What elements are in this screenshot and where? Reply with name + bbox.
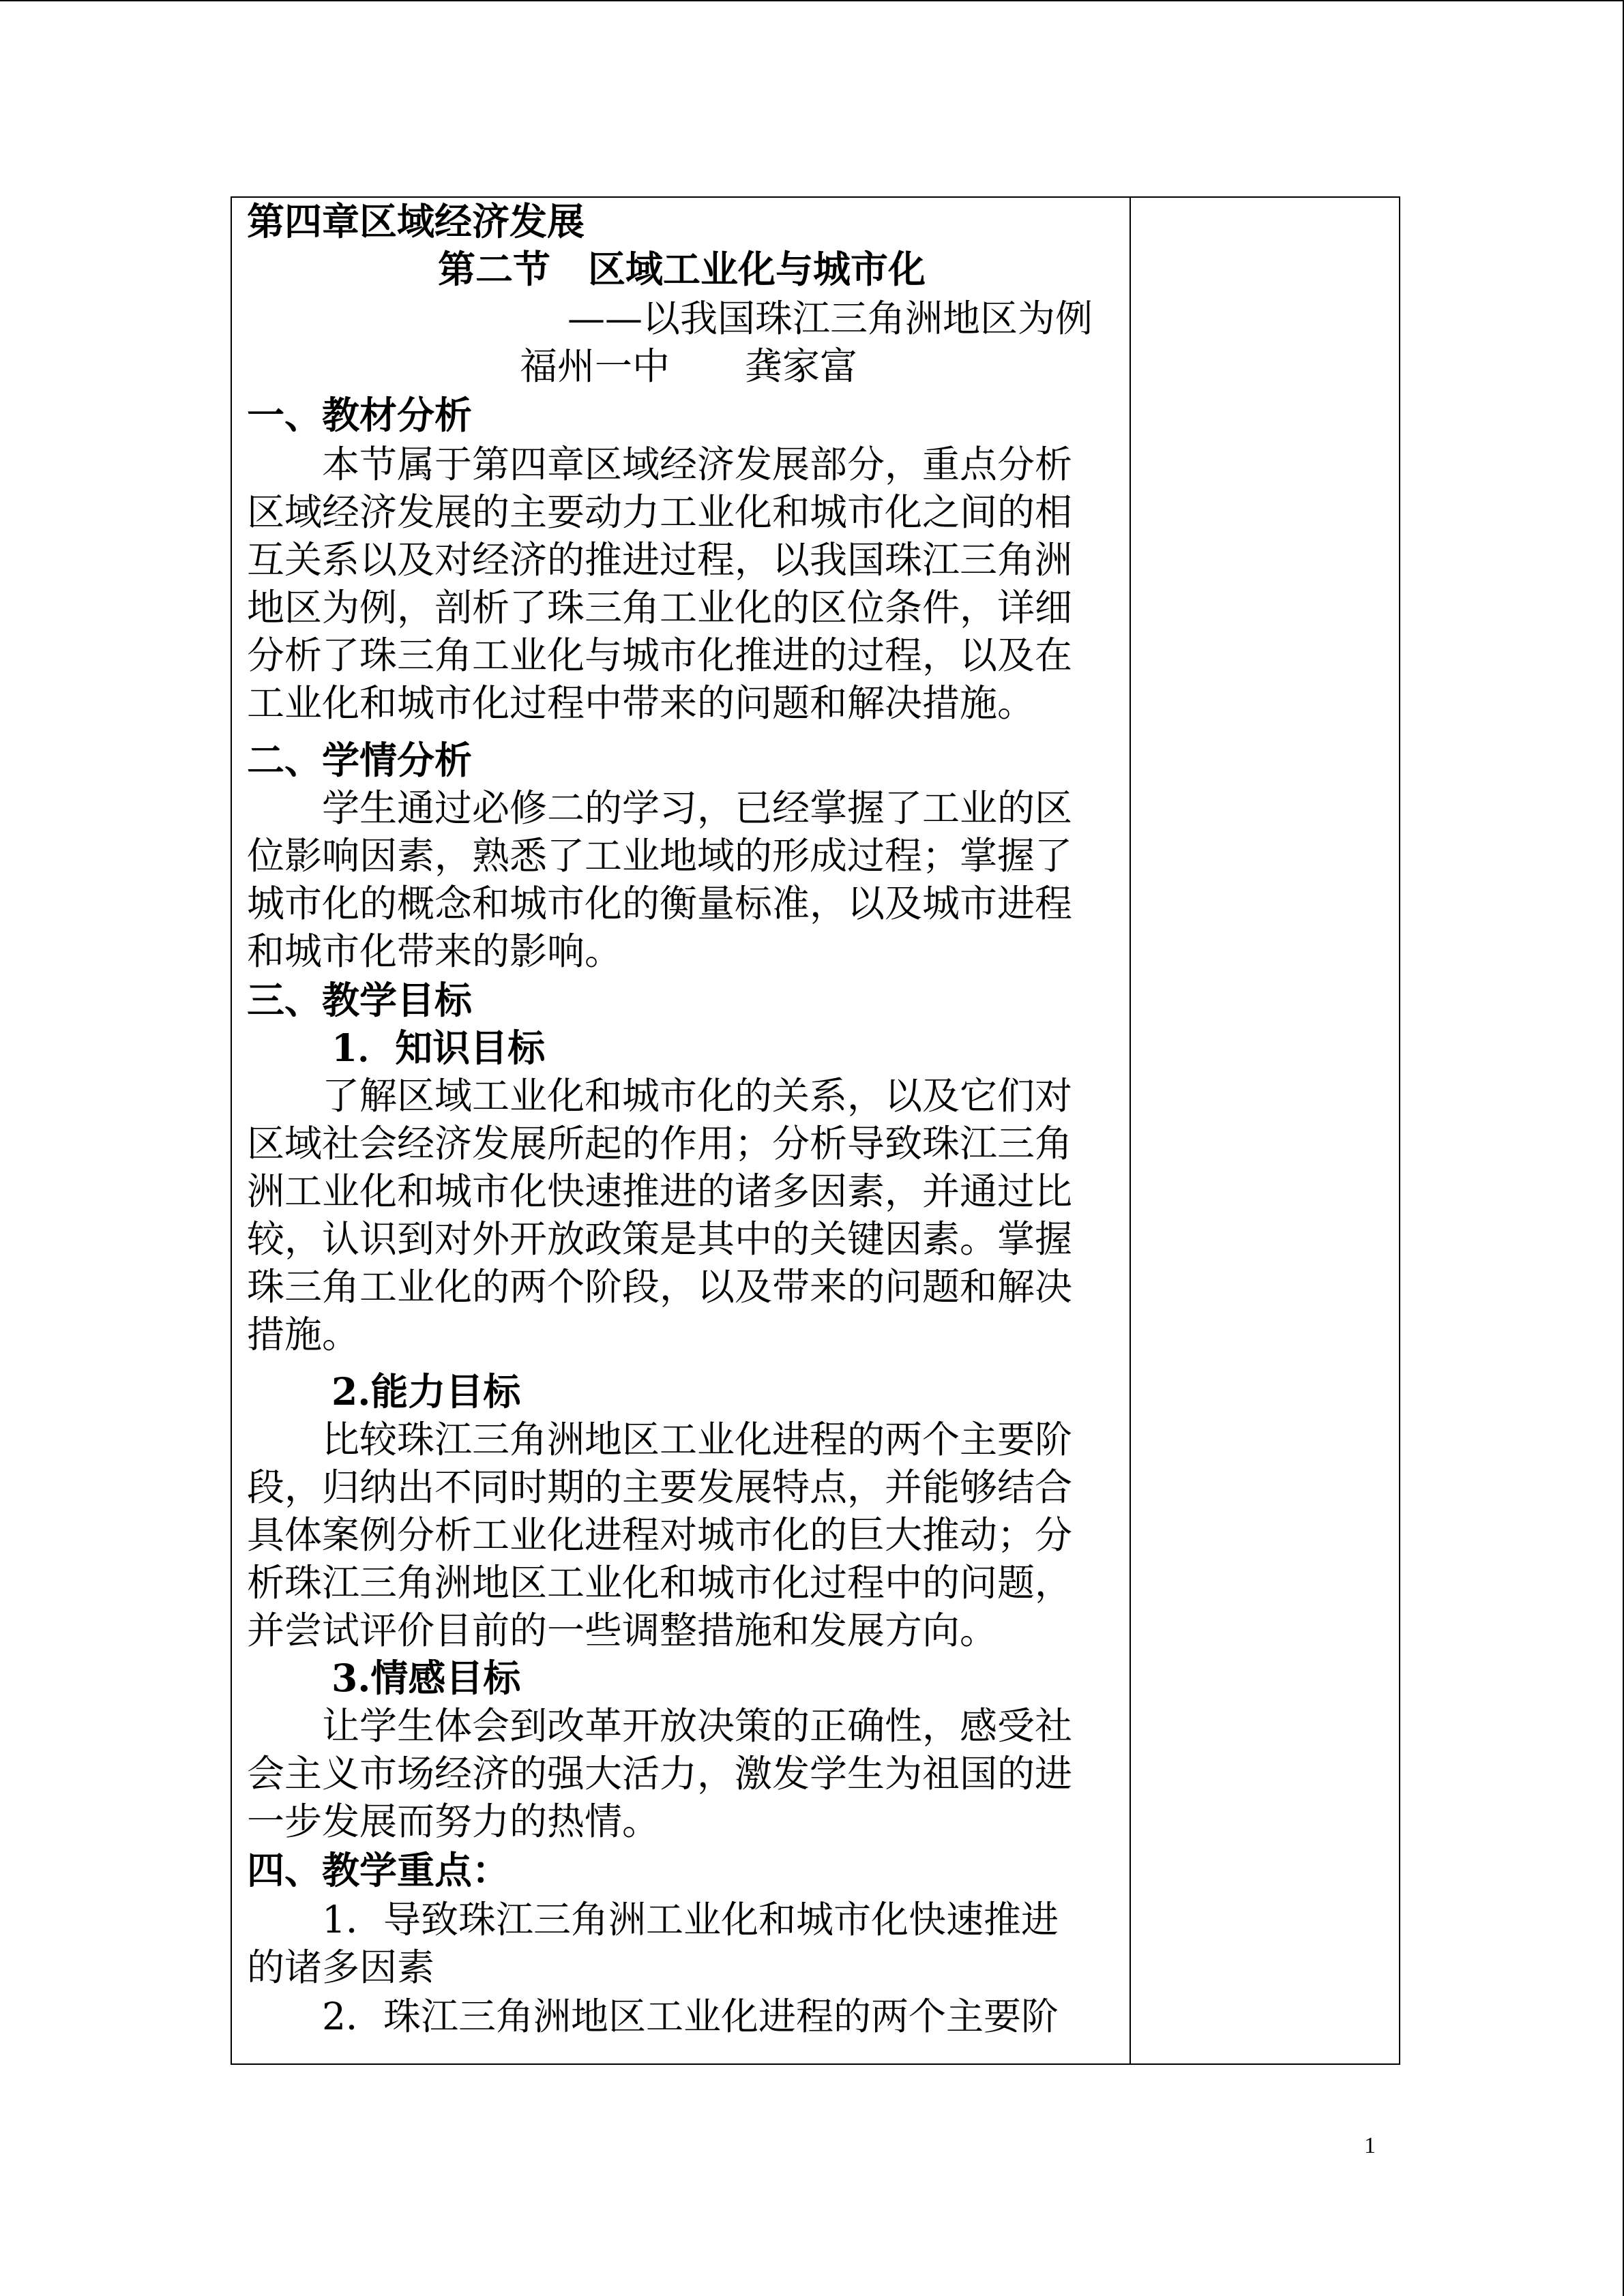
paragraph-line: 比较珠江三角洲地区工业化进程的两个主要阶 <box>247 1418 1073 1461</box>
paragraph-line: 区域社会经济发展所起的作用；分析导致珠江三角 <box>247 1122 1073 1165</box>
lesson-plan-table <box>231 196 1400 2065</box>
paragraph-line: 让学生体会到改革开放决策的正确性，感受社 <box>247 1704 1073 1748</box>
paragraph-line: 洲工业化和城市化快速推进的诸多因素，并通过比 <box>247 1169 1073 1213</box>
author-line: 福州一中 龚家富 <box>520 344 858 388</box>
paragraph-line: 2．珠江三角洲地区工业化进程的两个主要阶 <box>247 1995 1059 2038</box>
paragraph-line: 了解区域工业化和城市化的关系，以及它们对 <box>247 1074 1073 1118</box>
paragraph-line: 城市化的概念和城市化的衡量标准，以及城市进程 <box>247 882 1073 925</box>
paragraph-line: 分析了珠三角工业化与城市化推进的过程，以及在 <box>247 633 1073 677</box>
subtitle: ——以我国珠江三角洲地区为例 <box>567 297 1093 340</box>
paragraph-line: 和城市化带来的影响。 <box>247 929 623 973</box>
paragraph-line: 地区为例，剖析了珠三角工业化的区位条件，详细 <box>247 586 1073 629</box>
column-divider <box>1130 198 1131 2063</box>
paragraph-line: 的诸多因素 <box>247 1945 435 1989</box>
paragraph-line: 析珠江三角洲地区工业化和城市化过程中的问题， <box>247 1561 1073 1605</box>
paragraph-line: 本节属于第四章区域经济发展部分，重点分析 <box>247 443 1073 486</box>
paragraph-line: 会主义市场经济的强大活力，激发学生为祖国的进 <box>247 1752 1073 1795</box>
section-title: 第二节 区域工业化与城市化 <box>438 247 926 291</box>
paragraph-line: 位影响因素，熟悉了工业地域的形成过程；掌握了 <box>247 834 1073 878</box>
paragraph-line: 一步发展而努力的热情。 <box>247 1800 660 1843</box>
paragraph-line: 段，归纳出不同时期的主要发展特点，并能够结合 <box>247 1465 1073 1509</box>
page-number: 1 <box>1364 2133 1376 2158</box>
paragraph-line: 珠三角工业化的两个阶段，以及带来的问题和解决 <box>247 1265 1073 1309</box>
paragraph-line: 较，认识到对外开放政策是其中的关键因素。掌握 <box>247 1217 1073 1261</box>
paragraph-line: 互关系以及对经济的推进过程，以我国珠江三角洲 <box>247 538 1073 582</box>
paragraph-line: 学生通过必修二的学习，已经掌握了工业的区 <box>247 786 1073 830</box>
main-content-cell <box>247 198 1127 2063</box>
subheading-knowledge-goals: 1．知识目标 <box>331 1026 546 1070</box>
subheading-emotion-goals: 3.情感目标 <box>331 1656 521 1700</box>
paragraph-line: 工业化和城市化过程中带来的问题和解决措施。 <box>247 681 1035 725</box>
paragraph-line: 1．导致珠江三角洲工业化和城市化快速推进 <box>247 1898 1059 1941</box>
chapter-title: 第四章区域经济发展 <box>247 199 585 243</box>
section-heading-textbook-analysis: 一、教材分析 <box>247 393 473 437</box>
section-heading-learner-analysis: 二、学情分析 <box>247 738 473 782</box>
section-heading-teaching-goals: 三、教学目标 <box>247 978 473 1022</box>
subheading-ability-goals: 2.能力目标 <box>331 1369 521 1414</box>
paragraph-line: 措施。 <box>247 1313 360 1356</box>
paragraph-line: 并尝试评价目前的一些调整措施和发展方向。 <box>247 1609 998 1652</box>
paragraph-line: 区域经济发展的主要动力工业化和城市化之间的相 <box>247 490 1073 534</box>
paragraph-line: 具体案例分析工业化进程对城市化的巨大推动；分 <box>247 1513 1073 1557</box>
section-heading-key-points: 四、教学重点： <box>247 1848 510 1892</box>
